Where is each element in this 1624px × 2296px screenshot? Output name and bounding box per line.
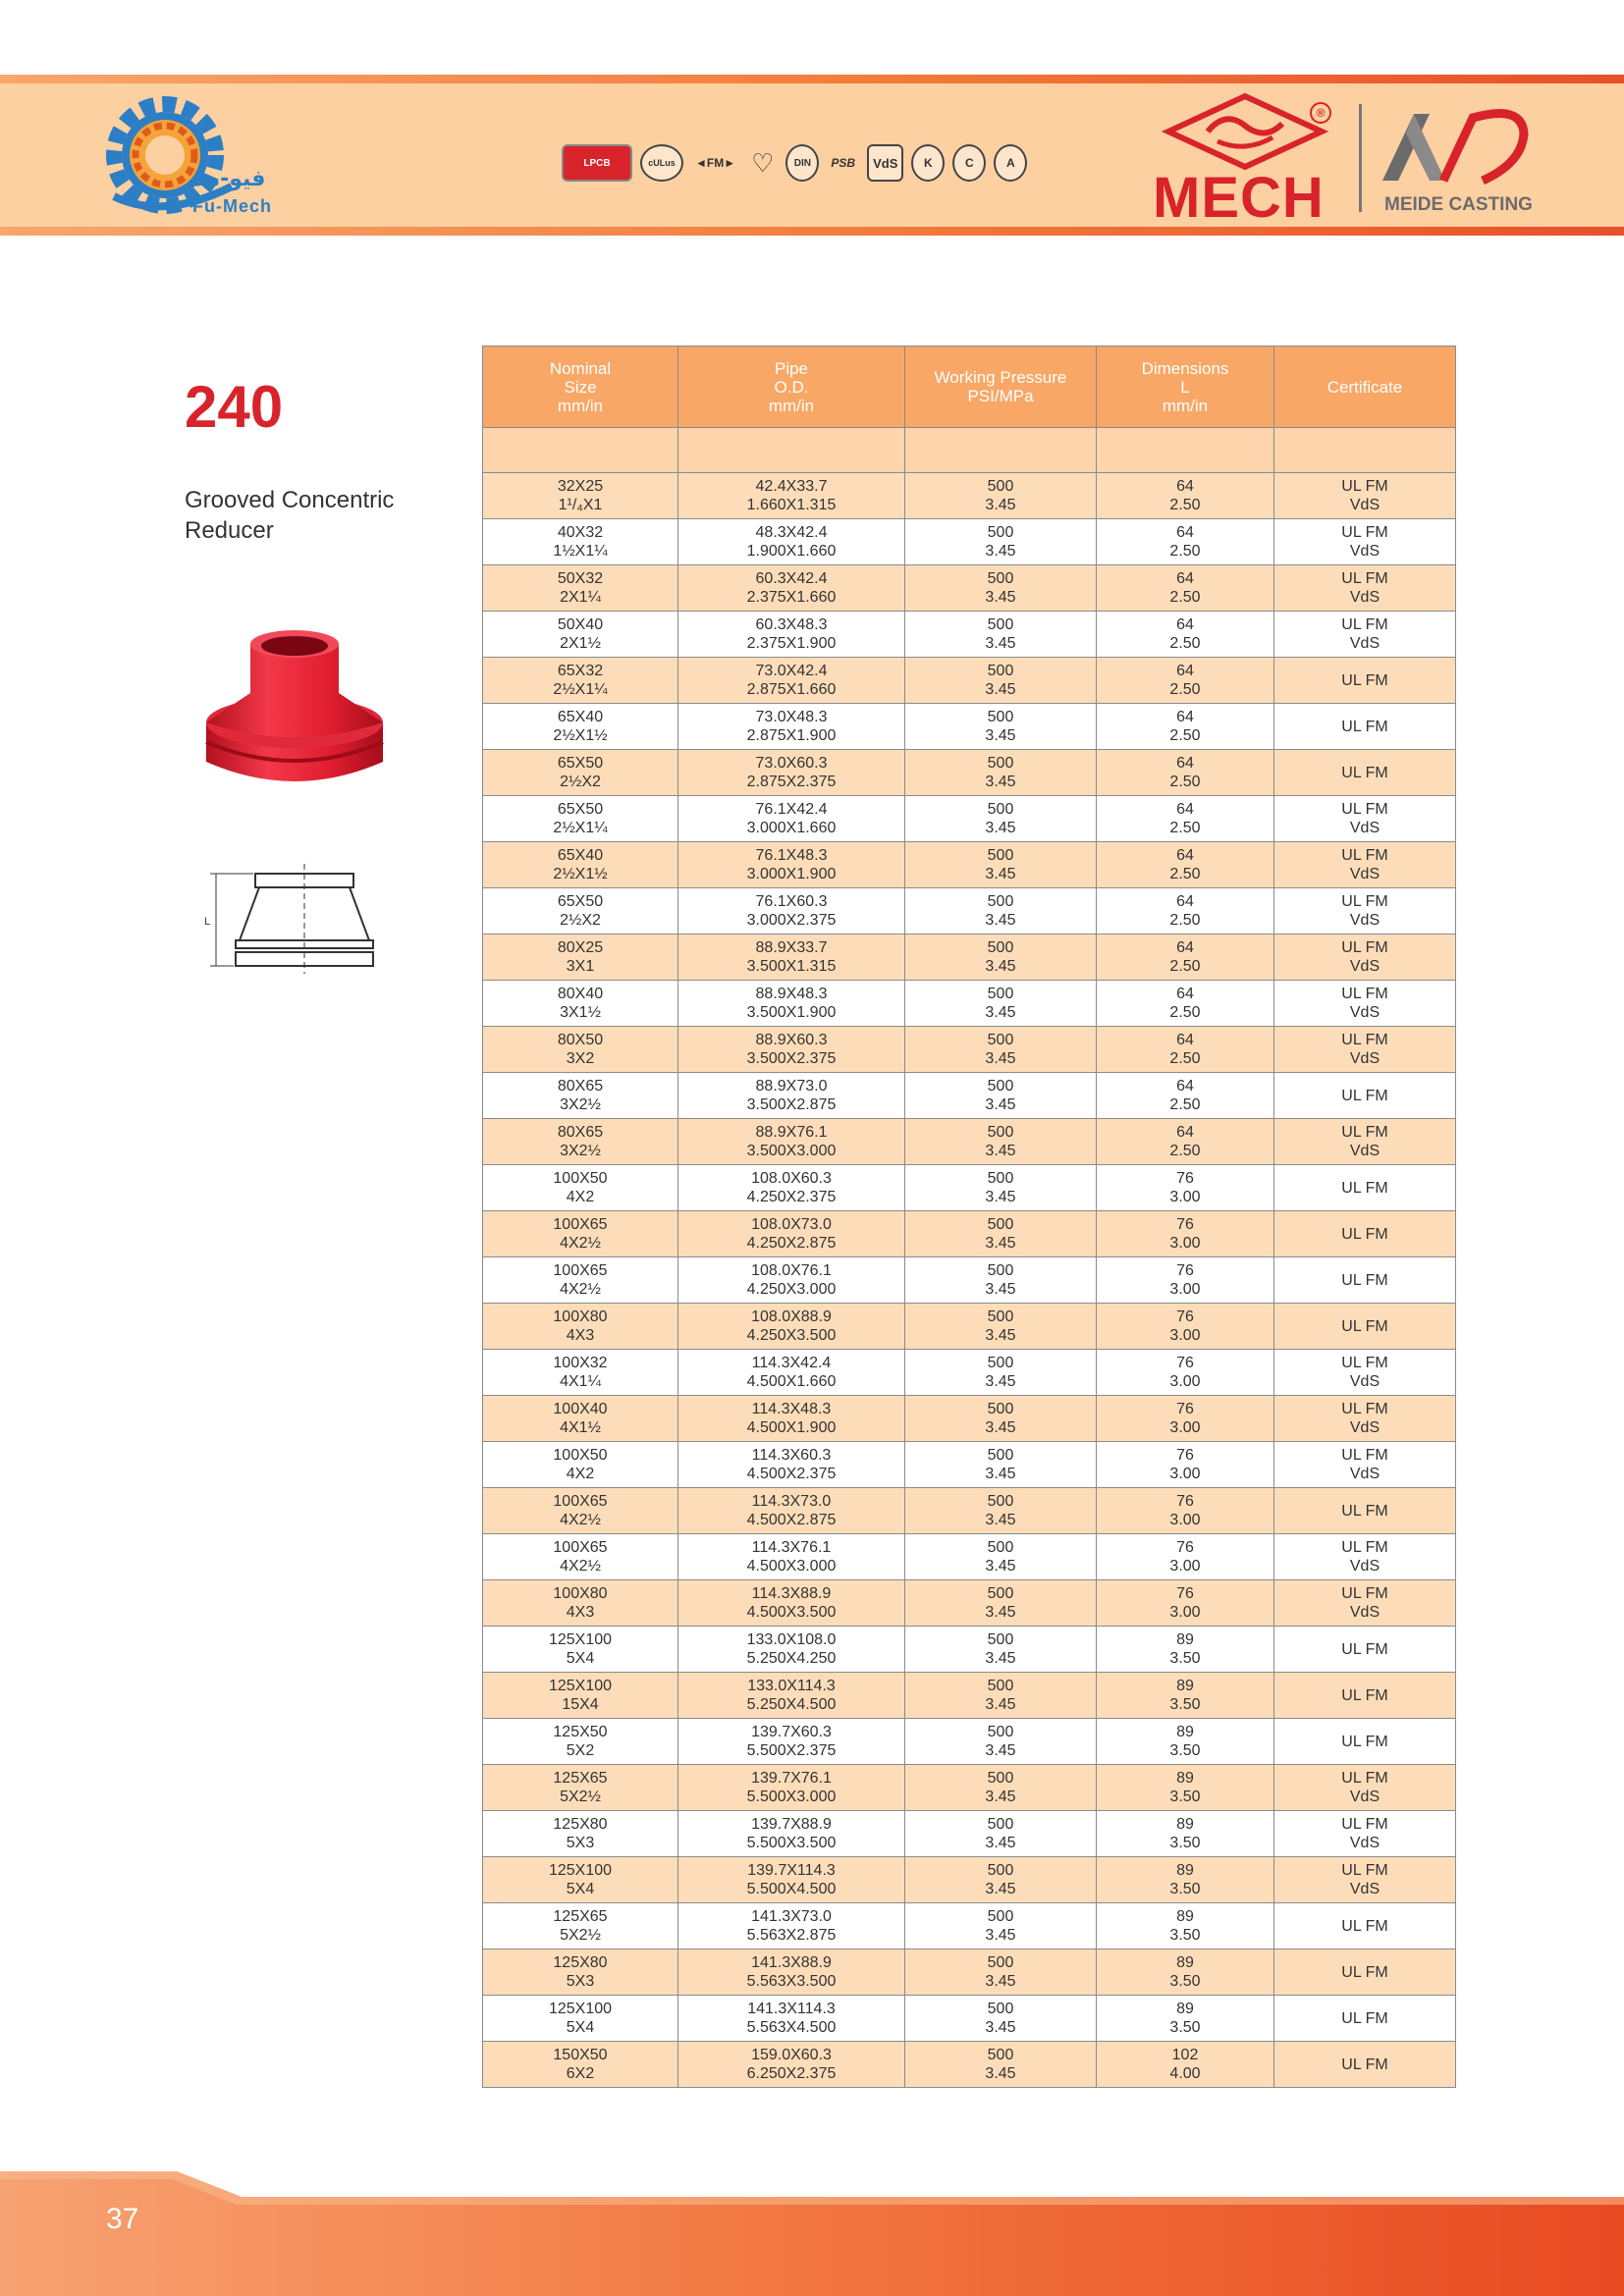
product-name: Grooved Concentric Reducer — [185, 487, 395, 544]
certificate-cell: UL FM VdS — [1274, 1765, 1456, 1811]
working-pressure-cell: 500 3.45 — [905, 1442, 1097, 1488]
certificate-cell: UL FM — [1274, 1627, 1456, 1673]
nominal-size-cell: 80X65 3X2½ — [483, 1119, 678, 1165]
certificate-cell: UL FM VdS — [1274, 1811, 1456, 1857]
working-pressure-cell: 500 3.45 — [905, 473, 1097, 519]
pipe-od-cell: 48.3X42.4 1.900X1.660 — [678, 519, 905, 565]
working-pressure-cell: 500 3.45 — [905, 1903, 1097, 1949]
nominal-size-cell: 80X50 3X2 — [483, 1027, 678, 1073]
certificate-cell: UL FM — [1274, 1257, 1456, 1304]
certificate-cell: UL FM — [1274, 1304, 1456, 1350]
certificate-cell: UL FM VdS — [1274, 1119, 1456, 1165]
certificate-cell: UL FM VdS — [1274, 1350, 1456, 1396]
working-pressure-cell: 500 3.45 — [905, 842, 1097, 888]
nominal-size-cell: 100X50 4X2 — [483, 1442, 678, 1488]
table-header-row — [483, 347, 1456, 428]
nominal-size-cell: 100X40 4X1½ — [483, 1396, 678, 1442]
table-row — [483, 2042, 1456, 2088]
working-pressure-cell: 500 3.45 — [905, 1257, 1097, 1304]
nominal-size-cell: 100X65 4X2½ — [483, 1534, 678, 1580]
pipe-od-cell: 42.4X33.7 1.660X1.315 — [678, 473, 905, 519]
working-pressure-cell: 500 3.45 — [905, 1765, 1097, 1811]
dimension-cell: 89 3.50 — [1097, 1857, 1274, 1903]
working-pressure-cell: 500 3.45 — [905, 658, 1097, 704]
table-row — [483, 981, 1456, 1027]
dimension-cell: 89 3.50 — [1097, 1996, 1274, 2042]
certificate-cell: UL FM — [1274, 658, 1456, 704]
pipe-od-cell: 76.1X48.3 3.000X1.900 — [678, 842, 905, 888]
certificate-cell: UL FM VdS — [1274, 519, 1456, 565]
working-pressure-cell: 500 3.45 — [905, 888, 1097, 934]
certificate-cell: UL FM VdS — [1274, 1580, 1456, 1627]
table-row — [483, 1580, 1456, 1627]
nominal-size-cell: 125X100 5X4 — [483, 1627, 678, 1673]
dimension-cell: 76 3.00 — [1097, 1580, 1274, 1627]
spacer-cell — [905, 428, 1097, 473]
table-row — [483, 1350, 1456, 1396]
working-pressure-cell: 500 3.45 — [905, 1534, 1097, 1580]
apcn-icon: A — [994, 144, 1027, 182]
certificate-cell: UL FM — [1274, 1996, 1456, 2042]
certification-icons — [562, 139, 1027, 187]
certificate-cell: UL FM — [1274, 750, 1456, 796]
certificate-cell: UL FM — [1274, 1673, 1456, 1719]
spec-table — [482, 346, 1456, 2088]
pipe-od-cell: 114.3X73.0 4.500X2.875 — [678, 1488, 905, 1534]
pipe-od-cell: 88.9X33.7 3.500X1.315 — [678, 934, 905, 981]
table-row — [483, 1811, 1456, 1857]
working-pressure-cell: 500 3.45 — [905, 1627, 1097, 1673]
nominal-size-cell: 100X80 4X3 — [483, 1580, 678, 1627]
certificate-cell: UL FM VdS — [1274, 473, 1456, 519]
pipe-od-cell: 114.3X88.9 4.500X3.500 — [678, 1580, 905, 1627]
certificate-cell: UL FM VdS — [1274, 934, 1456, 981]
header-working-pressure: Working Pressure PSI/MPa — [905, 347, 1097, 428]
dimension-cell: 64 2.50 — [1097, 796, 1274, 842]
pipe-od-cell: 114.3X48.3 4.500X1.900 — [678, 1396, 905, 1442]
working-pressure-cell: 500 3.45 — [905, 704, 1097, 750]
registered-mark-icon: ® — [1310, 102, 1331, 124]
table-row — [483, 1304, 1456, 1350]
dimension-cell: 64 2.50 — [1097, 473, 1274, 519]
working-pressure-cell: 500 3.45 — [905, 981, 1097, 1027]
fumech-arabic-name: فيو-مك — [187, 167, 266, 191]
dimension-cell: 89 3.50 — [1097, 1627, 1274, 1673]
header-bottom-stripe — [0, 227, 1624, 236]
dimension-cell: 64 2.50 — [1097, 612, 1274, 658]
spacer-cell — [1274, 428, 1456, 473]
pipe-od-cell: 159.0X60.3 6.250X2.375 — [678, 2042, 905, 2088]
dimension-cell: 76 3.00 — [1097, 1534, 1274, 1580]
pipe-od-cell: 114.3X60.3 4.500X2.375 — [678, 1442, 905, 1488]
dimension-cell: 76 3.00 — [1097, 1350, 1274, 1396]
header-nominal-size: Nominal Size mm/in — [483, 347, 678, 428]
table-row — [483, 1073, 1456, 1119]
certificate-cell: UL FM — [1274, 2042, 1456, 2088]
header-pipe-od: Pipe O.D. mm/in — [678, 347, 905, 428]
mech-brand-name: MECH — [1153, 166, 1325, 230]
nominal-size-cell: 80X40 3X1½ — [483, 981, 678, 1027]
nominal-size-cell: 100X65 4X2½ — [483, 1488, 678, 1534]
table-row — [483, 1903, 1456, 1949]
certificate-cell: UL FM — [1274, 1073, 1456, 1119]
working-pressure-cell: 500 3.45 — [905, 612, 1097, 658]
product-code: 240 — [185, 374, 284, 440]
pipe-od-cell: 114.3X76.1 4.500X3.000 — [678, 1534, 905, 1580]
table-row — [483, 1165, 1456, 1211]
pipe-od-cell: 141.3X88.9 5.563X3.500 — [678, 1949, 905, 1996]
nominal-size-cell: 65X32 2½X1¼ — [483, 658, 678, 704]
table-row — [483, 1442, 1456, 1488]
certificate-cell: UL FM VdS — [1274, 1442, 1456, 1488]
working-pressure-cell: 500 3.45 — [905, 796, 1097, 842]
nominal-size-cell: 125X50 5X2 — [483, 1719, 678, 1765]
nominal-size-cell: 125X100 15X4 — [483, 1673, 678, 1719]
certificate-cell: UL FM VdS — [1274, 1396, 1456, 1442]
certificate-cell: UL FM VdS — [1274, 981, 1456, 1027]
dimension-cell: 64 2.50 — [1097, 750, 1274, 796]
working-pressure-cell: 500 3.45 — [905, 1304, 1097, 1350]
dimension-cell: 64 2.50 — [1097, 888, 1274, 934]
pipe-od-cell: 133.0X114.3 5.250X4.500 — [678, 1673, 905, 1719]
nominal-size-cell: 125X65 5X2½ — [483, 1765, 678, 1811]
dimension-cell: 76 3.00 — [1097, 1165, 1274, 1211]
svg-text:L: L — [204, 916, 211, 928]
table-row — [483, 934, 1456, 981]
table-row — [483, 1719, 1456, 1765]
working-pressure-cell: 500 3.45 — [905, 1673, 1097, 1719]
nominal-size-cell: 125X80 5X3 — [483, 1949, 678, 1996]
dimension-cell: 89 3.50 — [1097, 1903, 1274, 1949]
pipe-od-cell: 114.3X42.4 4.500X1.660 — [678, 1350, 905, 1396]
fumech-latin-name: Fu-Mech — [192, 196, 272, 216]
pipe-od-cell: 60.3X48.3 2.375X1.900 — [678, 612, 905, 658]
nominal-size-cell: 100X65 4X2½ — [483, 1257, 678, 1304]
certificate-cell: UL FM — [1274, 1949, 1456, 1996]
table-row — [483, 1027, 1456, 1073]
table-row — [483, 1627, 1456, 1673]
pipe-od-cell: 141.3X73.0 5.563X2.875 — [678, 1903, 905, 1949]
working-pressure-cell: 500 3.45 — [905, 565, 1097, 612]
table-row — [483, 565, 1456, 612]
working-pressure-cell: 500 3.45 — [905, 1996, 1097, 2042]
pipe-od-cell: 108.0X76.1 4.250X3.000 — [678, 1257, 905, 1304]
dimension-cell: 102 4.00 — [1097, 2042, 1274, 2088]
pipe-od-cell: 133.0X108.0 5.250X4.250 — [678, 1627, 905, 1673]
pipe-od-cell: 88.9X73.0 3.500X2.875 — [678, 1073, 905, 1119]
pipe-od-cell: 141.3X114.3 5.563X4.500 — [678, 1996, 905, 2042]
dimension-cell: 89 3.50 — [1097, 1811, 1274, 1857]
ccc-icon: C — [952, 144, 986, 182]
psb-icon: PSB — [831, 156, 856, 170]
working-pressure-cell: 500 3.45 — [905, 1811, 1097, 1857]
pipe-od-cell: 139.7X60.3 5.500X2.375 — [678, 1719, 905, 1765]
nominal-size-cell: 125X100 5X4 — [483, 1857, 678, 1903]
dimension-cell: 76 3.00 — [1097, 1488, 1274, 1534]
pipe-od-cell: 73.0X48.3 2.875X1.900 — [678, 704, 905, 750]
pipe-od-cell: 108.0X88.9 4.250X3.500 — [678, 1304, 905, 1350]
dimension-cell: 64 2.50 — [1097, 1073, 1274, 1119]
spacer-cell — [483, 428, 678, 473]
certificate-cell: UL FM VdS — [1274, 842, 1456, 888]
pipe-od-cell: 139.7X114.3 5.500X4.500 — [678, 1857, 905, 1903]
table-row — [483, 750, 1456, 796]
nominal-size-cell: 65X50 2½X2 — [483, 750, 678, 796]
working-pressure-cell: 500 3.45 — [905, 934, 1097, 981]
table-row — [483, 1211, 1456, 1257]
nominal-size-cell: 150X50 6X2 — [483, 2042, 678, 2088]
nominal-size-cell: 65X40 2½X1½ — [483, 842, 678, 888]
dimension-cell: 76 3.00 — [1097, 1257, 1274, 1304]
pipe-od-cell: 76.1X60.3 3.000X2.375 — [678, 888, 905, 934]
pipe-od-cell: 60.3X42.4 2.375X1.660 — [678, 565, 905, 612]
dimension-cell: 89 3.50 — [1097, 1949, 1274, 1996]
nominal-size-cell: 100X65 4X2½ — [483, 1211, 678, 1257]
dimension-cell: 76 3.00 — [1097, 1304, 1274, 1350]
footer-band — [0, 2171, 1624, 2296]
working-pressure-cell: 500 3.45 — [905, 1165, 1097, 1211]
certificate-cell: UL FM — [1274, 1719, 1456, 1765]
spacer-cell — [678, 428, 905, 473]
dimension-cell: 64 2.50 — [1097, 934, 1274, 981]
dimension-cell: 64 2.50 — [1097, 519, 1274, 565]
pipe-od-cell: 73.0X60.3 2.875X2.375 — [678, 750, 905, 796]
dimension-cell: 89 3.50 — [1097, 1673, 1274, 1719]
pipe-od-cell: 108.0X60.3 4.250X2.375 — [678, 1165, 905, 1211]
kc-icon: K — [911, 144, 945, 182]
working-pressure-cell: 500 3.45 — [905, 1027, 1097, 1073]
certificate-cell: UL FM VdS — [1274, 796, 1456, 842]
dimension-cell: 64 2.50 — [1097, 842, 1274, 888]
fm-approved-icon: ◄FM► — [695, 156, 736, 170]
table-row — [483, 1673, 1456, 1719]
product-dimension-drawing — [196, 860, 393, 978]
nominal-size-cell: 100X50 4X2 — [483, 1165, 678, 1211]
lpcb-cert-icon: LPCB — [562, 144, 632, 182]
certificate-cell: UL FM — [1274, 1211, 1456, 1257]
meide-casting-name: MEIDE CASTING — [1384, 194, 1533, 215]
table-row — [483, 1257, 1456, 1304]
table-row — [483, 1857, 1456, 1903]
pipe-od-cell: 73.0X42.4 2.875X1.660 — [678, 658, 905, 704]
pipe-od-cell: 139.7X88.9 5.500X3.500 — [678, 1811, 905, 1857]
working-pressure-cell: 500 3.45 — [905, 519, 1097, 565]
ul-listed-icon: cULus — [640, 144, 683, 182]
meide-casting-logo-icon — [1375, 94, 1532, 202]
dimension-cell: 64 2.50 — [1097, 1119, 1274, 1165]
working-pressure-cell: 500 3.45 — [905, 1350, 1097, 1396]
dimension-cell: 64 2.50 — [1097, 1027, 1274, 1073]
table-row — [483, 473, 1456, 519]
table-row — [483, 796, 1456, 842]
spacer-cell — [1097, 428, 1274, 473]
table-row — [483, 519, 1456, 565]
table-spacer-row — [483, 428, 1456, 473]
nominal-size-cell: 65X50 2½X1¼ — [483, 796, 678, 842]
certificate-cell: UL FM — [1274, 1903, 1456, 1949]
working-pressure-cell: 500 3.45 — [905, 1857, 1097, 1903]
pipe-od-cell: 108.0X73.0 4.250X2.875 — [678, 1211, 905, 1257]
dimension-cell: 89 3.50 — [1097, 1719, 1274, 1765]
working-pressure-cell: 500 3.45 — [905, 1580, 1097, 1627]
pipe-od-cell: 76.1X42.4 3.000X1.660 — [678, 796, 905, 842]
dimension-cell: 64 2.50 — [1097, 704, 1274, 750]
nominal-size-cell: 80X25 3X1 — [483, 934, 678, 981]
dimension-cell: 64 2.50 — [1097, 565, 1274, 612]
din-dvgw-icon: DIN — [785, 144, 819, 182]
table-row — [483, 1765, 1456, 1811]
working-pressure-cell: 500 3.45 — [905, 2042, 1097, 2088]
page-number: 37 — [106, 2203, 139, 2235]
nominal-size-cell: 65X40 2½X1½ — [483, 704, 678, 750]
table-row — [483, 1119, 1456, 1165]
table-row — [483, 1488, 1456, 1534]
certificate-cell: UL FM — [1274, 1488, 1456, 1534]
table-row — [483, 612, 1456, 658]
working-pressure-cell: 500 3.45 — [905, 750, 1097, 796]
nominal-size-cell: 125X65 5X2½ — [483, 1903, 678, 1949]
nominal-size-cell: 125X80 5X3 — [483, 1811, 678, 1857]
dimension-cell: 76 3.00 — [1097, 1396, 1274, 1442]
pipe-od-cell: 88.9X60.3 3.500X2.375 — [678, 1027, 905, 1073]
working-pressure-cell: 500 3.45 — [905, 1396, 1097, 1442]
product-photo-reducer — [196, 614, 393, 791]
dimension-cell: 76 3.00 — [1097, 1442, 1274, 1488]
nominal-size-cell: 100X80 4X3 — [483, 1304, 678, 1350]
dimension-cell: 76 3.00 — [1097, 1211, 1274, 1257]
header-top-stripe — [0, 75, 1624, 83]
nominal-size-cell: 32X25 1¹/₄X1 — [483, 473, 678, 519]
certificate-cell: UL FM VdS — [1274, 612, 1456, 658]
table-row — [483, 888, 1456, 934]
pipe-od-cell: 139.7X76.1 5.500X3.000 — [678, 1765, 905, 1811]
certificate-cell: UL FM VdS — [1274, 1027, 1456, 1073]
table-row — [483, 842, 1456, 888]
certificate-cell: UL FM VdS — [1274, 888, 1456, 934]
working-pressure-cell: 500 3.45 — [905, 1119, 1097, 1165]
nominal-size-cell: 80X65 3X2½ — [483, 1073, 678, 1119]
table-row — [483, 658, 1456, 704]
working-pressure-cell: 500 3.45 — [905, 1719, 1097, 1765]
nominal-size-cell: 125X100 5X4 — [483, 1996, 678, 2042]
dimension-cell: 64 2.50 — [1097, 981, 1274, 1027]
header-dimensions: Dimensions L mm/in — [1097, 347, 1274, 428]
pipe-od-cell: 88.9X76.1 3.500X3.000 — [678, 1119, 905, 1165]
certificate-cell: UL FM — [1274, 704, 1456, 750]
working-pressure-cell: 500 3.45 — [905, 1073, 1097, 1119]
working-pressure-cell: 500 3.45 — [905, 1488, 1097, 1534]
table-row — [483, 1534, 1456, 1580]
table-row — [483, 1996, 1456, 2042]
dimension-cell: 89 3.50 — [1097, 1765, 1274, 1811]
nominal-size-cell: 100X32 4X1¼ — [483, 1350, 678, 1396]
table-row — [483, 1949, 1456, 1996]
header-certificate: Certificate — [1274, 347, 1456, 428]
certificate-cell: UL FM VdS — [1274, 1857, 1456, 1903]
logo-divider — [1359, 104, 1362, 212]
working-pressure-cell: 500 3.45 — [905, 1211, 1097, 1257]
table-row — [483, 1396, 1456, 1442]
table-row — [483, 704, 1456, 750]
nominal-size-cell: 50X40 2X1½ — [483, 612, 678, 658]
ce-mark-icon: ♡ — [751, 147, 775, 178]
nominal-size-cell: 65X50 2½X2 — [483, 888, 678, 934]
nominal-size-cell: 50X32 2X1¼ — [483, 565, 678, 612]
working-pressure-cell: 500 3.45 — [905, 1949, 1097, 1996]
dimension-cell: 64 2.50 — [1097, 658, 1274, 704]
certificate-cell: UL FM — [1274, 1165, 1456, 1211]
certificate-cell: UL FM VdS — [1274, 1534, 1456, 1580]
vds-icon: VdS — [867, 144, 903, 182]
certificate-cell: UL FM VdS — [1274, 565, 1456, 612]
nominal-size-cell: 40X32 1½X1¼ — [483, 519, 678, 565]
pipe-od-cell: 88.9X48.3 3.500X1.900 — [678, 981, 905, 1027]
